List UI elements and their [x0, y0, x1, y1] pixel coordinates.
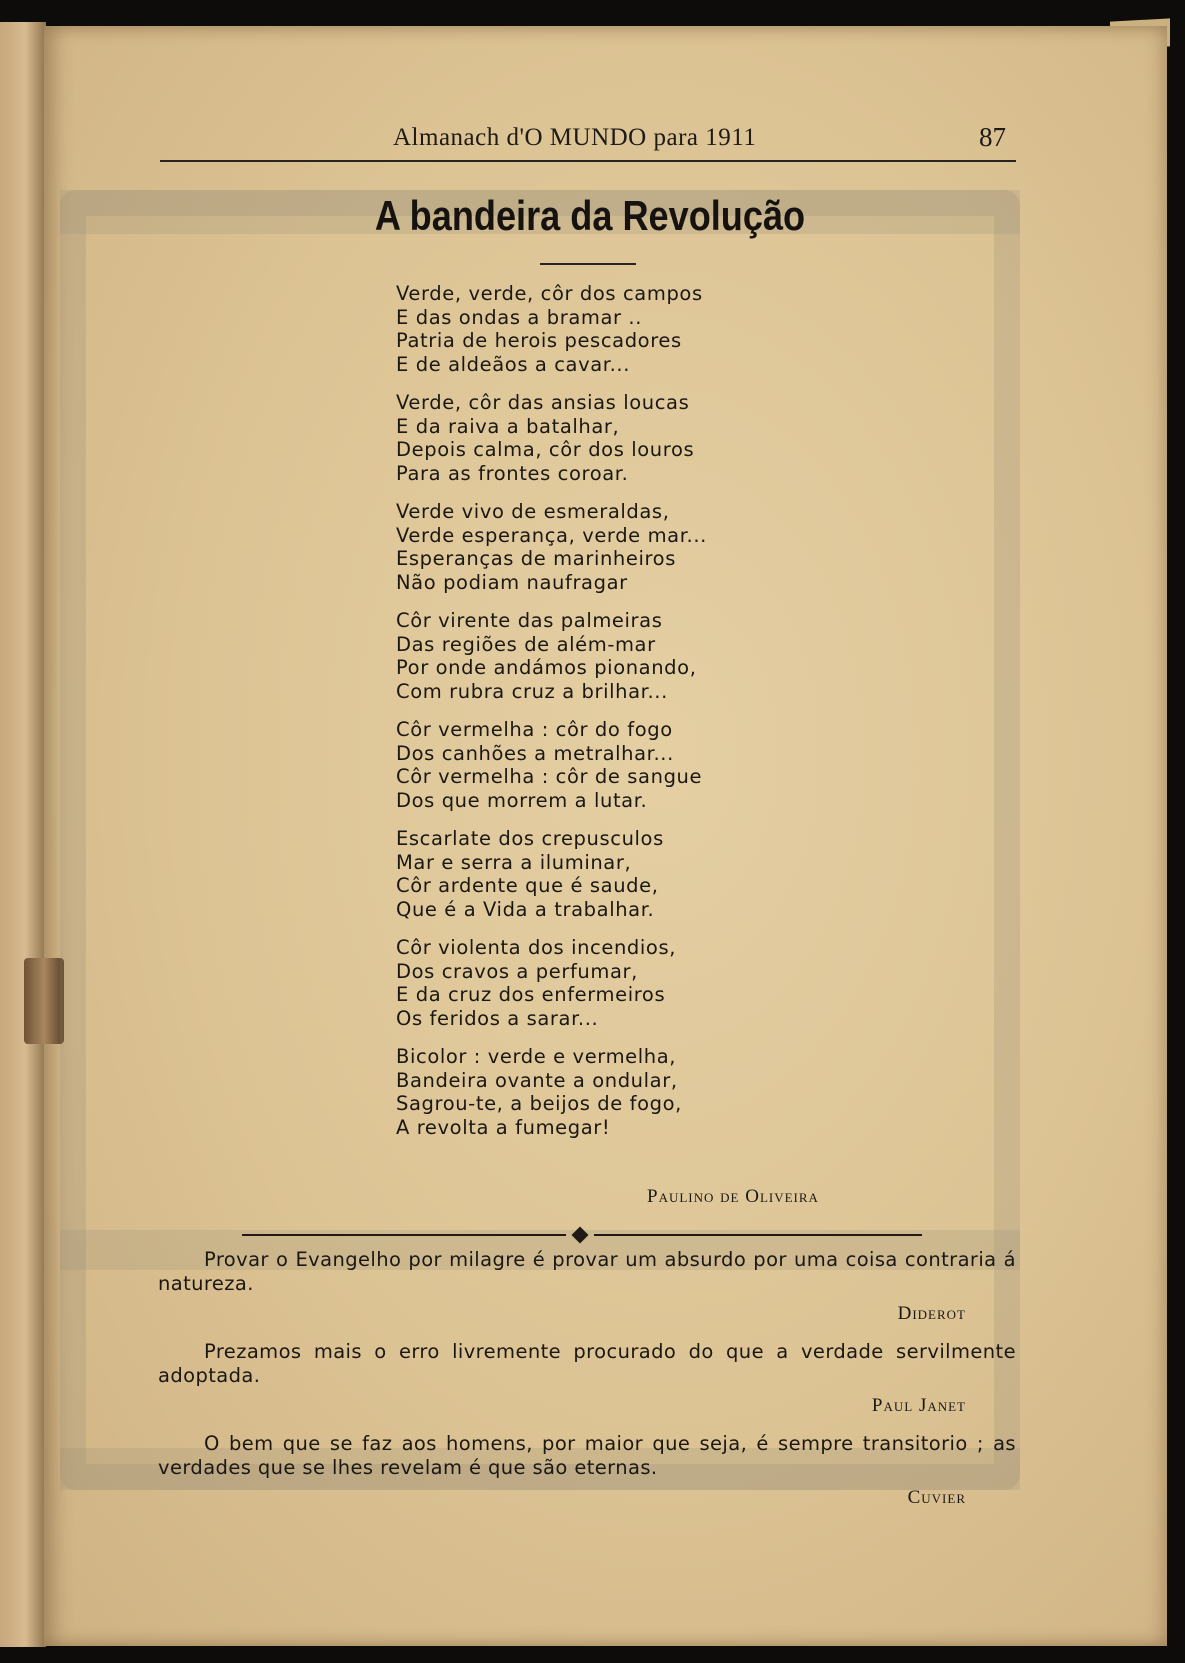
poem-line: Côr ardente que é saude, [396, 874, 659, 897]
quote [158, 1432, 1016, 1510]
poem-line: Que é a Vida a trabalhar. [396, 897, 655, 921]
poem-line: E da raiva a batalhar, [396, 414, 620, 438]
poem-stanza [396, 827, 796, 921]
quote-text: O bem que se faz aos homens, por maior que seja, é sempre transitorio ; as verdades que se lhes revelam é que são eternas. [158, 1432, 1016, 1479]
poem-line: Esperanças de marinheiros [396, 547, 676, 570]
binding-tape [24, 958, 64, 1044]
poem-stanza [396, 718, 796, 812]
poem-line: Côr vermelha : côr do fogo [396, 718, 673, 741]
poem-stanza [396, 936, 796, 1030]
quote-author: Paul Janet [871, 1395, 966, 1416]
poem-line: Mar e serra a iluminar, [396, 850, 632, 874]
poem-stanza [396, 609, 796, 703]
poem-line: Verde, verde, côr dos campos [396, 282, 703, 305]
poem-line: Dos cravos a perfumar, [396, 959, 638, 983]
quotes-section [158, 1248, 1016, 1524]
poem-line: Côr virente das palmeiras [396, 609, 663, 632]
poem-line: Dos que morrem a lutar. [396, 788, 648, 812]
poem-author: Paulino de Oliveira [647, 1186, 819, 1207]
quote-author: Cuvier [907, 1487, 966, 1508]
poem-stanza [396, 1045, 796, 1139]
poem-line: E das ondas a bramar .. [396, 305, 643, 329]
poem-line: Por onde andámos pionando, [396, 656, 697, 679]
poem-body [396, 282, 796, 1154]
poem-line: Verde vivo de esmeraldas, [396, 500, 670, 523]
poem-line: Os feridos a sarar... [396, 1006, 599, 1030]
poem-line: Côr vermelha : côr de sangue [396, 765, 703, 788]
facing-page-edge [0, 22, 46, 1647]
poem-line: Verde esperança, verde mar... [396, 523, 707, 547]
poem-title: A bandeira da Revolução [374, 192, 806, 239]
poem-line: Depois calma, côr dos louros [396, 438, 695, 461]
separator-right-bar [594, 1234, 922, 1236]
running-header [160, 120, 1016, 160]
poem-stanza [396, 391, 796, 485]
header-rule [160, 160, 1016, 162]
poem-line: Sagrou-te, a beijos de fogo, [396, 1092, 682, 1115]
poem-line: Bicolor : verde e vermelha, [396, 1045, 677, 1068]
poem-line: Com rubra cruz a brilhar... [396, 679, 668, 703]
poem-line: Não podiam naufragar [396, 570, 628, 594]
header-title: Almanach d'O MUNDO para 1911 [393, 124, 757, 151]
poem-line: Para as frontes coroar. [396, 461, 629, 485]
poem-line: Bandeira ovante a ondular, [396, 1068, 678, 1092]
poem-line: A revolta a fumegar! [396, 1115, 611, 1139]
quote-text: Prezamos mais o erro livremente procurado do que a verdade servilmente adoptada. [158, 1340, 1016, 1387]
quote [158, 1248, 1016, 1326]
title-rule [540, 263, 636, 265]
separator-left-bar [242, 1234, 566, 1236]
poem-stanza [396, 282, 796, 376]
section-separator [242, 1228, 922, 1242]
quote-author: Diderot [897, 1303, 966, 1324]
separator-diamond [572, 1227, 589, 1244]
poem-line: Verde, côr das ansias loucas [396, 391, 690, 414]
poem-line: E de aldeãos a cavar... [396, 352, 631, 376]
quote-text: Provar o Evangelho por milagre é provar um absurdo por uma coisa contraria á natureza. [158, 1248, 1016, 1295]
poem-line: Patria de herois pescadores [396, 329, 682, 352]
poem-line: Escarlate dos crepusculos [396, 827, 664, 850]
poem-stanza [396, 500, 796, 594]
poem-line: Dos canhões a metralhar... [396, 741, 674, 765]
page-number: 87 [979, 122, 1006, 152]
poem-line: E da cruz dos enfermeiros [396, 983, 666, 1006]
poem-line: Côr violenta dos incendios, [396, 936, 677, 959]
quote [158, 1340, 1016, 1418]
poem-line: Das regiões de além-mar [396, 632, 656, 656]
